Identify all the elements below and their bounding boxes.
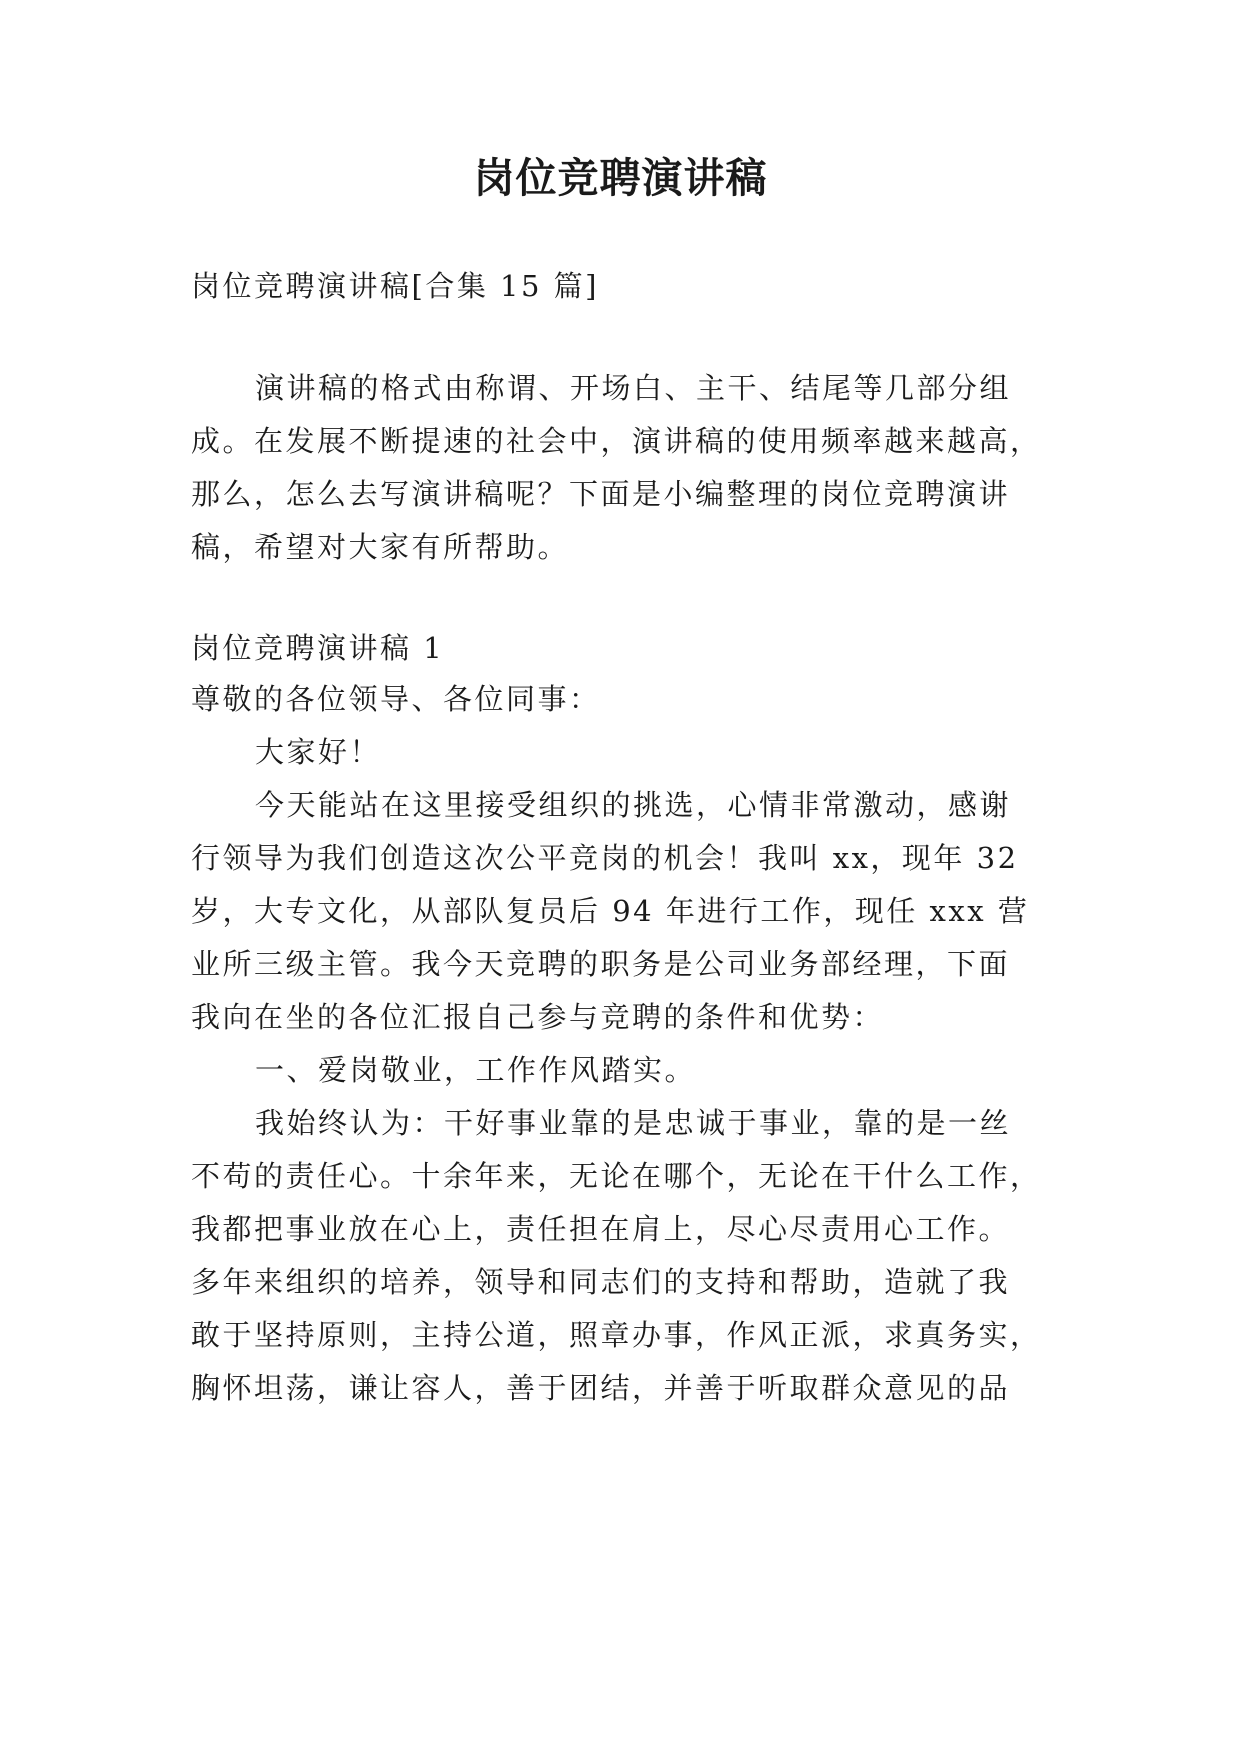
paragraph-line: 我始终认为：干好事业靠的是忠诚于事业，靠的是一丝 [255, 1106, 1012, 1140]
greeting: 大家好！ [255, 735, 382, 769]
section-heading: 岗位竞聘演讲稿 1 [191, 631, 445, 665]
point-heading: 一、爱岗敬业，工作作风踏实。 [255, 1053, 697, 1087]
intro-line: 成。在发展不断提速的社会中，演讲稿的使用频率越来越高， [191, 424, 1042, 458]
paragraph-line: 不苟的责任心。十余年来，无论在哪个，无论在干什么工作， [191, 1159, 1042, 1193]
paragraph-line: 岁，大专文化，从部队复员后 94 年进行工作，现任 xxx 营 [191, 894, 1030, 928]
paragraph-line: 我向在坐的各位汇报自己参与竞聘的条件和优势： [191, 1000, 885, 1034]
paragraph-line: 行领导为我们创造这次公平竞岗的机会！我叫 xx，现年 32 [191, 841, 1019, 875]
intro-line: 稿，希望对大家有所帮助。 [191, 530, 570, 564]
paragraph-line: 业所三级主管。我今天竞聘的职务是公司业务部经理，下面 [191, 947, 1011, 981]
paragraph-line: 我都把事业放在心上，责任担在肩上，尽心尽责用心工作。 [191, 1212, 1011, 1246]
document-title: 岗位竞聘演讲稿 [473, 154, 768, 202]
paragraph-line: 今天能站在这里接受组织的挑选，心情非常激动，感谢 [255, 788, 1012, 822]
paragraph-line: 胸怀坦荡，谦让容人，善于团结，并善于听取群众意见的品 [191, 1371, 1011, 1405]
intro-line: 演讲稿的格式由称谓、开场白、主干、结尾等几部分组 [255, 371, 1012, 405]
intro-line: 那么，怎么去写演讲稿呢？下面是小编整理的岗位竞聘演讲 [191, 477, 1011, 511]
paragraph-line: 多年来组织的培养，领导和同志们的支持和帮助，造就了我 [191, 1265, 1011, 1299]
document-subtitle: 岗位竞聘演讲稿[合集 15 篇] [191, 269, 599, 303]
salutation: 尊敬的各位领导、各位同事： [191, 682, 601, 716]
paragraph-line: 敢于坚持原则，主持公道，照章办事，作风正派，求真务实， [191, 1318, 1042, 1352]
